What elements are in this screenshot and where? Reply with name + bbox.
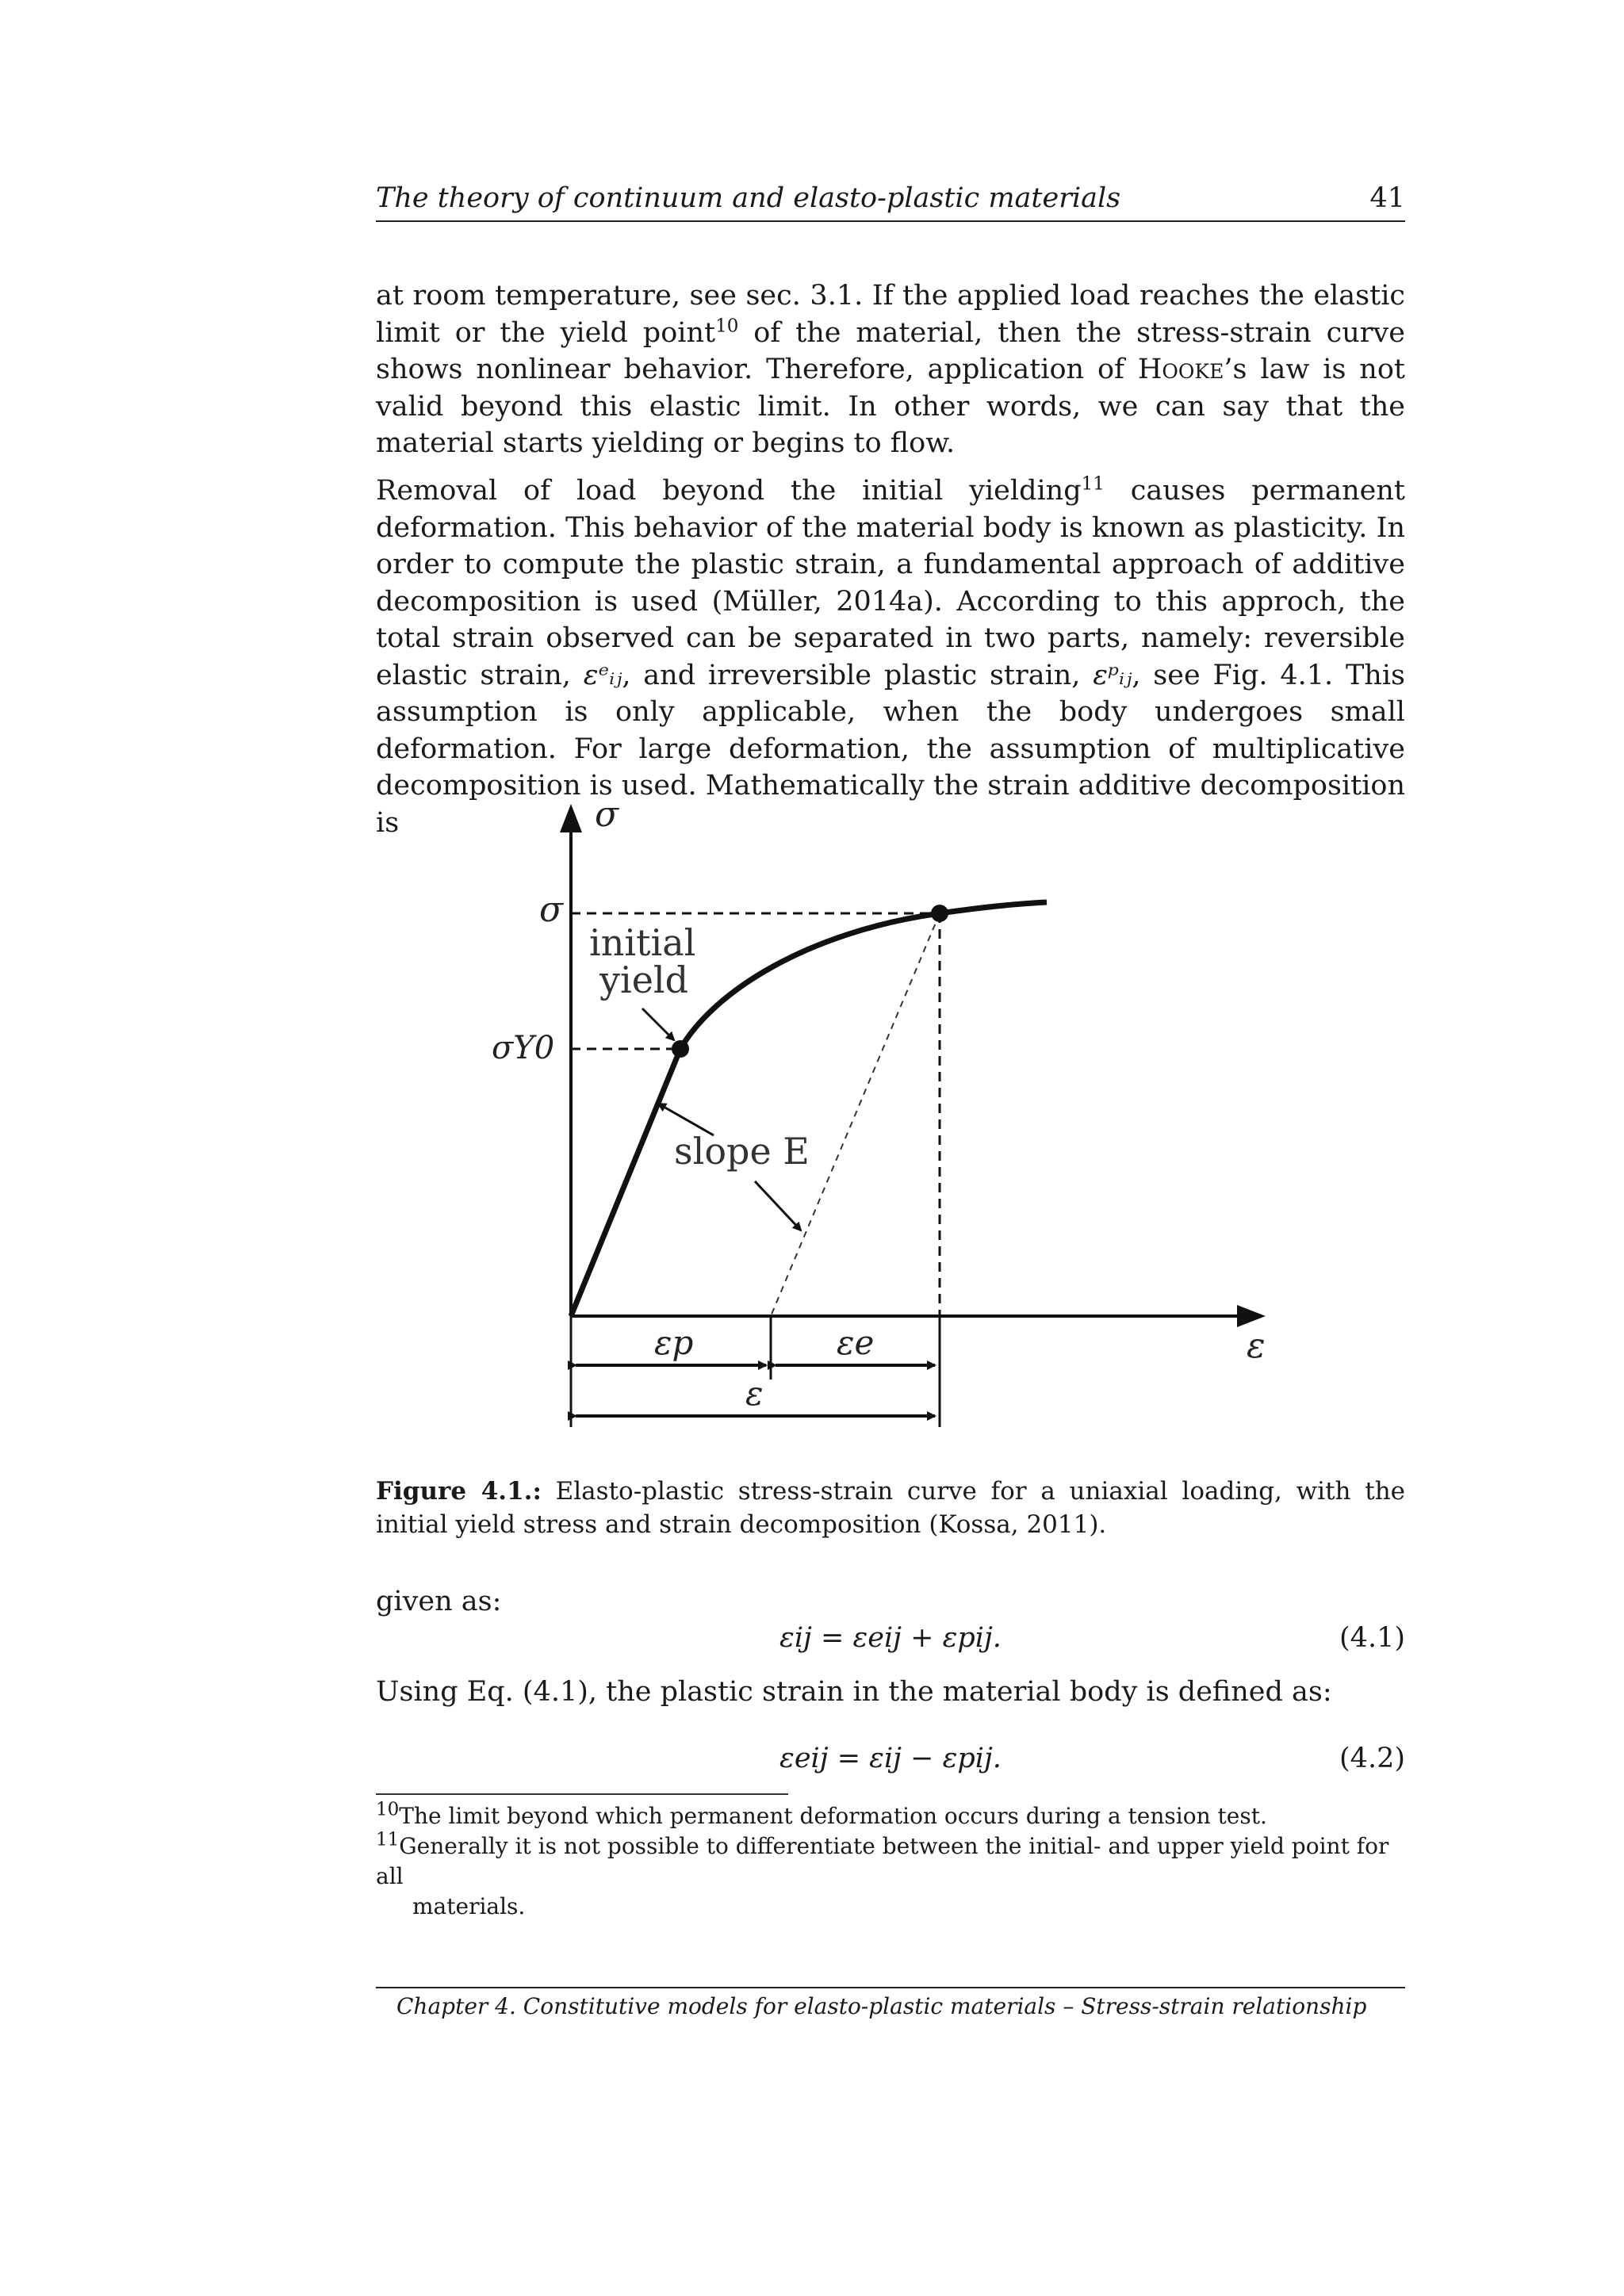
footnote-10-mark: 10 bbox=[376, 1799, 400, 1820]
given-as-text: given as: bbox=[376, 1586, 502, 1617]
footnote-11 bbox=[376, 1831, 1405, 1922]
p1-text-c: ’s law is not valid beyond this elastic limit. In other words, we can say that the material starts yielding or begins to flow. bbox=[376, 354, 1405, 459]
footnote-ref-11[interactable]: 11 bbox=[1081, 473, 1105, 495]
eps-total-label: ε bbox=[745, 1374, 764, 1413]
caption-text: Elasto-plastic stress-strain curve for a uniaxial loading, with the initial yield stress and strain decomposition (Kossa, 2011). bbox=[376, 1477, 1406, 1539]
eps-e-label: εe bbox=[837, 1323, 875, 1362]
x-axis-label: ε bbox=[1247, 1326, 1266, 1366]
hardening-curve bbox=[680, 902, 1047, 1049]
footnote-10 bbox=[376, 1801, 1405, 1831]
footnote-11-text: Generally it is not possible to differentiate between the initial- and upper yield point for all bbox=[376, 1833, 1389, 1889]
footer-rule bbox=[376, 1987, 1405, 1988]
equation-4-1-body: εij = εeij + εpij. bbox=[779, 1622, 1002, 1654]
paragraph-2 bbox=[376, 473, 1405, 841]
y-axis-arrowhead bbox=[560, 804, 582, 832]
eps-p-label: εp bbox=[654, 1323, 694, 1362]
running-footer: Chapter 4. Constitutive models for elasto-plastic materials – Stress-strain relationship bbox=[396, 1993, 1367, 2019]
footnote-10-text: The limit beyond which permanent deformation occurs during a tension test. bbox=[399, 1803, 1267, 1829]
p1-text-b: of the material, then the stress-strain curve shows nonlinear behavior. Therefore, application of bbox=[376, 316, 1405, 385]
footnote-11-mark: 11 bbox=[376, 1829, 400, 1850]
equation-4-1 bbox=[376, 1622, 1405, 1660]
initial-yield-label-2: yield bbox=[599, 959, 689, 1001]
sigma-level-label: σ bbox=[539, 890, 564, 930]
p2-text-b: causes permanent deformation. This behavior of the material body is known as plasticity. In order to compute the plastic strain, a fundamental approach of additive decomposition is used (Müller, 2014a). According to this approch, the total strain observed can be separated in two parts, namely: reversible elastic strain, bbox=[376, 475, 1405, 691]
stress-strain-diagram bbox=[476, 793, 1285, 1443]
x-axis-arrowhead bbox=[1237, 1305, 1266, 1327]
p2-text-a: Removal of load beyond the initial yielding bbox=[376, 475, 1082, 507]
yield-point bbox=[672, 1040, 689, 1058]
equation-4-2-body: εeij = εij − εpij. bbox=[779, 1743, 1002, 1774]
using-eq-text: Using Eq. (4.1), the plastic strain in the material body is defined as: bbox=[376, 1676, 1332, 1708]
p2-text-d: , see Fig. 4.1. This assumption is only applicable, when the body undergoes small deformation. For large deformation, the assumption of multiplicative decomposition is used. Mathematically the strain additive decomposition is bbox=[376, 659, 1406, 839]
stress-strain-figure bbox=[476, 793, 1285, 1443]
slope-arrow-lower bbox=[755, 1181, 801, 1230]
paragraph-1 bbox=[376, 277, 1405, 462]
p1-text-a: at room temperature, see sec. 3.1. If the applied load reaches the elastic limit or the yield point bbox=[376, 280, 1405, 349]
max-stress-point bbox=[931, 905, 948, 922]
footnote-ref-10[interactable]: 10 bbox=[715, 315, 739, 336]
elastic-strain-symbol: εᵉᵢⱼ bbox=[583, 659, 622, 691]
elastic-line bbox=[571, 1049, 680, 1316]
y-axis-label: σ bbox=[595, 794, 619, 835]
equation-4-2 bbox=[376, 1743, 1405, 1781]
sigma-y0-label: σY0 bbox=[492, 1030, 555, 1066]
equation-4-2-number: (4.2) bbox=[1339, 1743, 1405, 1774]
plastic-strain-symbol: εᵖᵢⱼ bbox=[1093, 659, 1132, 691]
initial-yield-arrow bbox=[642, 1008, 674, 1040]
footnote-rule bbox=[376, 1793, 788, 1795]
equation-4-1-number: (4.1) bbox=[1339, 1622, 1405, 1654]
footnote-11-continuation: materials. bbox=[412, 1893, 526, 1919]
p2-text-c: , and irreversible plastic strain, bbox=[622, 659, 1094, 691]
unloading-dashed-line bbox=[771, 913, 940, 1316]
header-title: The theory of continuum and elasto-plastic materials bbox=[376, 182, 1121, 214]
hooke-name: Hooke bbox=[1137, 354, 1224, 385]
figure-caption bbox=[376, 1475, 1405, 1541]
caption-label: Figure 4.1.: bbox=[376, 1477, 542, 1506]
page-number: 41 bbox=[1369, 182, 1405, 214]
initial-yield-label-1: initial bbox=[589, 921, 696, 964]
running-head bbox=[376, 176, 1405, 222]
slope-label: slope E bbox=[674, 1130, 810, 1173]
